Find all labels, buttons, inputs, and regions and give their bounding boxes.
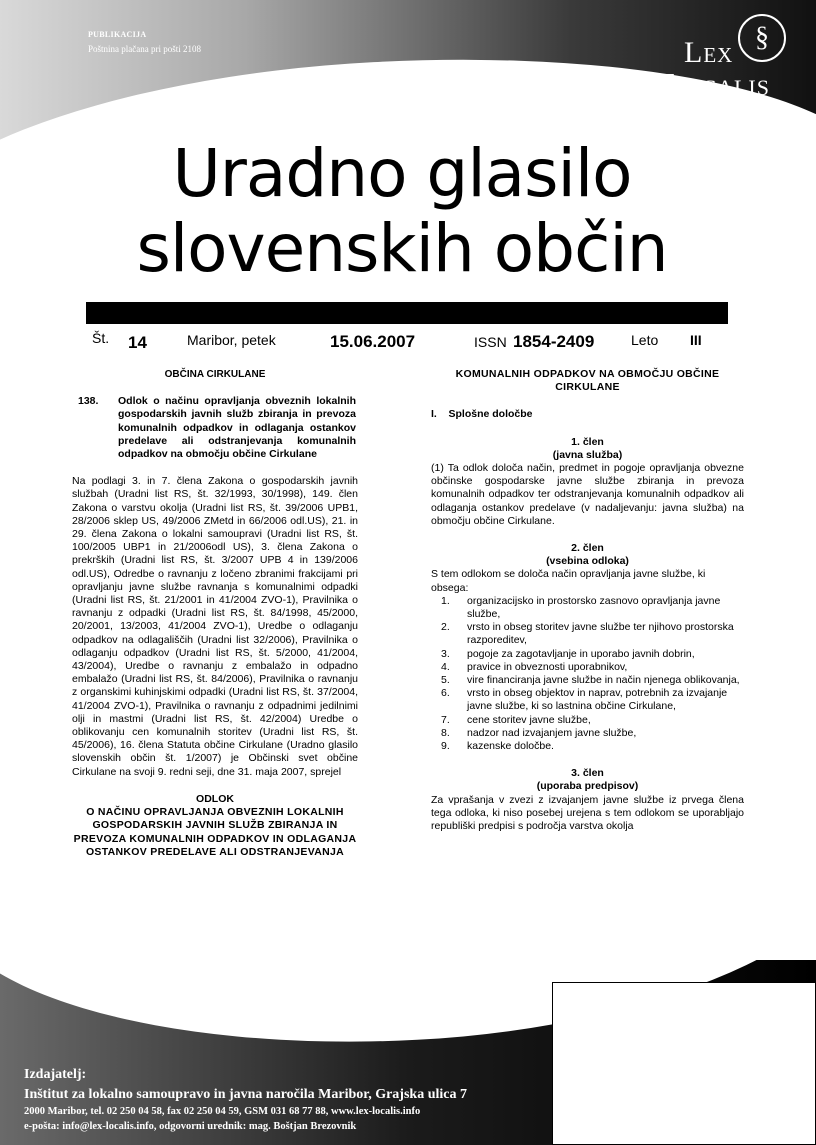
right-column (431, 368, 744, 833)
logo-line-2: Localis (664, 66, 770, 102)
logo-line-1: Lex (684, 36, 734, 69)
publisher-email-editor: e-pošta: info@lex-localis.info, odgovorni urednik: mag. Boštjan Brezovnik (24, 1121, 357, 1132)
section-sign-icon: § (738, 14, 786, 62)
list-item: 4. pravice in obveznosti uporabnikov, (441, 660, 628, 673)
list-item: 8. nadzor nad izvajanjem javne službe, (441, 726, 637, 739)
divider-bar (86, 302, 728, 324)
article-2-title: 2. člen (571, 542, 604, 555)
publisher-label: Izdajatelj: (24, 1067, 87, 1082)
address-box (552, 982, 816, 1145)
masthead-title-line-2: slovenskih občin (136, 210, 668, 287)
issue-number-label: Št. (92, 330, 110, 346)
preamble-text: Na podlagi 3. in 7. člena Zakona o gospodarskih javnih službah (Uradni list RS, št. 32/1993, 30/1998), 149. člen Zakona o varstvu okolja (Uradni list RS, št. 39/2006 UPB1, 28/2006 sklep US, 49/2006 ZMetd in 66/2006 odl.US), 21. in 29. člena Zakona o lokalni samoupravi (Uradni list RS, št. 100/2005 UBP1 in 21/2006odl US), 3. člena Zakona o prekrških (Uradni list RS, št. 3/2007 UPB 4 in 139/2006 odl.US), Odredbe o ravnanju z ločeno zbranimi frakcijami pri opravljanju javne službe ravnanja s komunalnimi odpadki (Uradni list RS, št. 21/2001 in 41/2004 ZVO-1), Pravilnika o ravnanju z odpadki (Uradni list RS, št. 84/1998, 45/2000, 20/2001, 13/2003, 41/2004 ZVO-1), Uredbe o odlaganju odpadkov na odlagališčih (Uradni list 32/2006), Pravilnika o odlaganju odpadkov (Uradni list RS, št. 5/2000, 41/2004, 43/2004), Uredbe o ravnanju z embalažo in odpadno embalažo (Uradni list RS, št. 84/2006), Pravilnika o ravnanju z organskimi kuhinjskimi odpadki (Uradni list RS, št. 37/2004, 41/2004 ZVO-1), Pravilnika o ravnanju z odpadnimi jedilnimi olji in mastmi (Uradni list RS, št. 42/2004) Uredbe o oblikovanju cen komunalnih storitev (Uradni list RS, št. 45/2006), 16. člena Statuta občine Cirkulane (Uradno glasilo slovenskih občin št. 1/2007) je Občinski svet občine Cirkulane na svoji 9. redni seji, dne 31. maja 2007, sprejel (72, 475, 358, 778)
masthead-title-line-1: Uradno glasilo (172, 135, 632, 212)
list-item: 5. vire financiranja javne službe in način njenega oblikovanja, (441, 674, 740, 687)
article-1-subtitle: (javna služba) (552, 448, 623, 461)
year-value: III (690, 332, 702, 348)
year-label: Leto (631, 332, 659, 348)
article-1-text: (1) Ta odlok določa način, predmet in pogoje opravljanja obvezne občinske gospodarske javne službe zbiranja in prevoza komunalnih odpadkov ter odstranjevanja komunalnih odpadkov ali odlaganja ostankov predelave (v nadaljevanju: javna služba) na območju občine Cirkulane. (431, 462, 744, 527)
odlok-heading: ODLOK (196, 792, 234, 805)
issue-date: 15.06.2007 (330, 332, 416, 351)
article-2-list (431, 595, 744, 753)
postage-note: Poštnina plačana pri pošti 2108 (88, 44, 201, 54)
section-heading: I. Splošne določbe (431, 408, 533, 421)
issn-label: ISSN (474, 334, 507, 350)
article-3-title: 3. člen (571, 767, 604, 780)
issue-number: 14 (128, 333, 147, 352)
list-item: 1. organizacijsko in prostorsko zasnovo opravljanja javne službe, (441, 594, 721, 621)
item-title: Odlok o načinu opravljanja obveznih lokalnih gospodarskih javnih služb zbiranja in prevoza komunalnih odpadkov in odlaganja ostankov predelave ali odstranjevanja komunalnih odpadkov na območju občine Cirkulane (118, 395, 356, 461)
article-3-text: Za vprašanja v zvezi z izvajanjem javne službe iz prvega člena tega odloka, ki niso posebej urejena s tem odlokom se uporabljajo republiški predpisi s področja varstva okolja (431, 793, 744, 833)
issn-value: 1854-2409 (513, 332, 595, 351)
article-1-title: 1. člen (571, 435, 604, 448)
left-column (72, 368, 358, 859)
list-item: 9. kazenske določbe. (441, 740, 554, 753)
article-3-subtitle: (uporaba predpisov) (536, 780, 639, 793)
heading-continuation: KOMUNALNIH ODPADKOV NA OBMOČJU OBČINE CIRKULANE (455, 368, 720, 394)
list-item: 6. vrsto in obseg objektov in naprav, potrebnih za izvajanje javne službe, ki so lastnina občine Cirkulane, (441, 687, 728, 713)
publisher-contact: 2000 Maribor, tel. 02 250 04 58, fax 02 250 04 59, GSM 031 68 77 88, www.lex-localis.info (24, 1106, 421, 1117)
article-2-intro: S tem odlokom se določa način opravljanja javne službe, ki obsega: (431, 568, 706, 594)
publisher-name: Inštitut za lokalno samoupravo in javna naročila Maribor, Grajska ulica 7 (24, 1087, 467, 1102)
publication-label: PUBLIKACIJA (88, 30, 147, 39)
list-item: 2. vrsto in obseg storitev javne službe ter njihovo prostorska razporeditev, (441, 621, 734, 647)
item-block (72, 395, 358, 461)
list-item: 7. cene storitev javne službe, (441, 713, 591, 726)
article-2-subtitle: (vsebina odloka) (546, 555, 629, 568)
issue-place-day: Maribor, petek (187, 332, 276, 348)
item-number: 138. (78, 395, 99, 408)
odlok-title: O NAČINU OPRAVLJANJA OBVEZNIH LOKALNIH GOSPODARSKIH JAVNIH SLUŽB ZBIRANJA IN PREVOZA KOMUNALNIH ODPADKOV IN ODLAGANJA OSTANKOV PREDELAVE ALI ODSTRANJEVANJA (73, 806, 357, 858)
list-item: 3. pogoje za zagotavljanje in uporabo javnih dobrin, (441, 647, 695, 660)
municipality-heading: OBČINA CIRKULANE (164, 369, 266, 380)
